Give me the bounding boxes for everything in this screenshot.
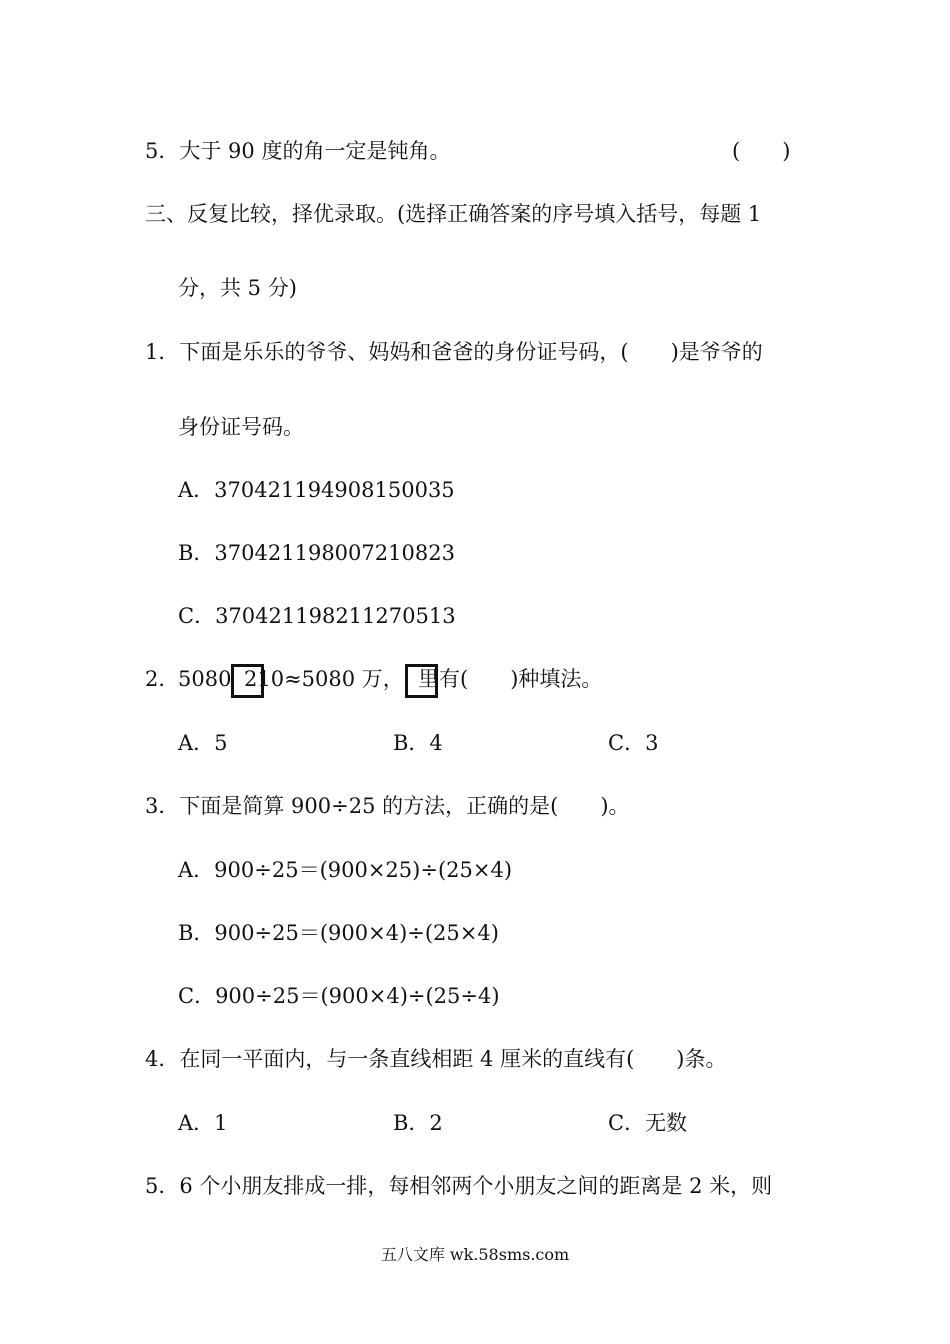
option-b: B．370421198007210823 bbox=[178, 541, 455, 565]
question-1-cont: 身份证号码。 bbox=[178, 415, 304, 439]
option-a: A．1 bbox=[178, 1111, 228, 1135]
option-c: C．370421198211270513 bbox=[178, 604, 456, 628]
option-b: B．900÷25＝(900×4)÷(25×4) bbox=[178, 921, 499, 945]
question-text: 下面是乐乐的爷爷、妈妈和爸爸的身份证号码，( )是爷爷的 bbox=[179, 340, 763, 364]
question-number: 5． bbox=[145, 139, 180, 163]
question-5 bbox=[145, 1172, 772, 1200]
option-a: A．370421194908150035 bbox=[178, 478, 455, 502]
question-number: 5． bbox=[145, 1174, 180, 1198]
question-number: 4． bbox=[145, 1047, 180, 1071]
question-2-text-a: 5080 bbox=[178, 667, 232, 691]
question-2-number: 2． bbox=[145, 667, 180, 691]
option-c: C．无数 bbox=[608, 1111, 688, 1135]
question-number: 1． bbox=[145, 340, 180, 364]
question-text: 在同一平面内，与一条直线相距 4 厘米的直线有( )条。 bbox=[179, 1047, 727, 1071]
question-5-true-false bbox=[145, 137, 450, 165]
question-text: 6 个小朋友排成一排，每相邻两个小朋友之间的距离是 2 米，则 bbox=[179, 1174, 773, 1198]
question-2-text-c: 里有( )种填法。 bbox=[418, 667, 603, 691]
question-2-text-b: 210≈5080 万， bbox=[244, 667, 404, 691]
option-c: C．900÷25＝(900×4)÷(25÷4) bbox=[178, 984, 500, 1008]
question-4 bbox=[145, 1045, 726, 1073]
answer-paren: ( ) bbox=[732, 139, 791, 163]
question-text: 下面是简算 900÷25 的方法，正确的是( )。 bbox=[179, 794, 630, 818]
question-3 bbox=[145, 792, 630, 820]
question-number: 3． bbox=[145, 794, 180, 818]
section-heading-cont: 分，共 5 分) bbox=[178, 276, 297, 300]
section-heading: 三、反复比较，择优录取。(选择正确答案的序号填入括号，每题 1 bbox=[145, 202, 762, 226]
option-a: A．5 bbox=[178, 731, 228, 755]
question-text: 大于 90 度的角一定是钝角。 bbox=[179, 139, 451, 163]
question-1 bbox=[145, 338, 763, 366]
option-c: C．3 bbox=[608, 731, 659, 755]
footer-watermark: 五八文库 wk.58sms.com bbox=[380, 1245, 570, 1264]
option-a: A．900÷25＝(900×25)÷(25×4) bbox=[178, 858, 513, 882]
option-b: B．4 bbox=[393, 731, 443, 755]
option-b: B．2 bbox=[393, 1111, 443, 1135]
